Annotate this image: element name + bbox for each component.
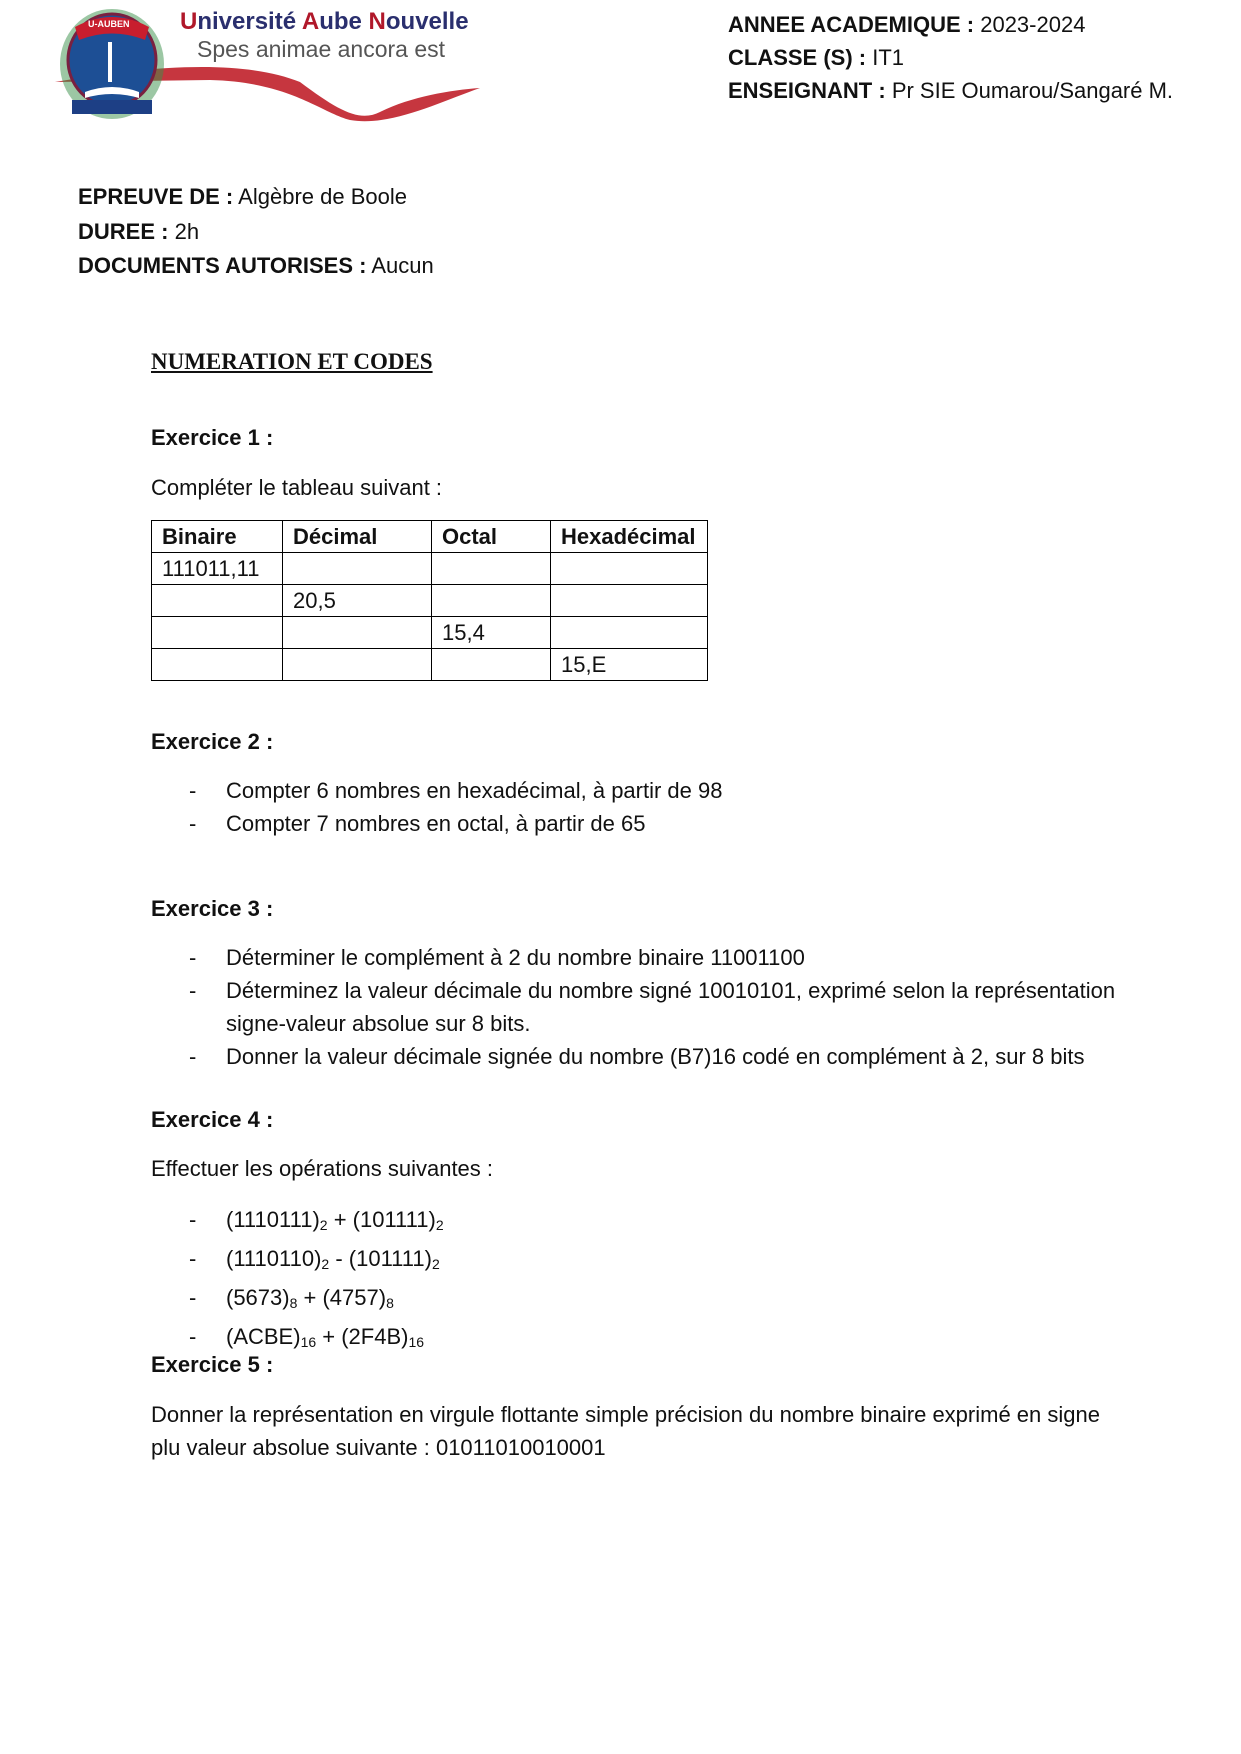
exam-duration: DUREE : 2h [78,219,200,244]
column-header: Binaire [152,521,283,553]
list-item: - Compter 6 nombres en hexadécimal, à partir de 98 [151,774,722,807]
table-cell [283,617,432,649]
table-cell [152,585,283,617]
column-header: Décimal [283,521,432,553]
column-header: Octal [432,521,551,553]
academic-year: ANNEE ACADEMIQUE : 2023-2024 [728,12,1086,37]
table-cell [432,553,551,585]
list-item: - Déterminer le complément à 2 du nombre binaire 11001100 [151,941,1115,974]
list-item: - Compter 7 nombres en octal, à partir de 65 [151,807,722,840]
class: CLASSE (S) : IT1 [728,45,905,70]
operation-item: - $(5673)_8 + (4757)_8$ [151,1281,444,1320]
table-cell [152,649,283,681]
university-motto: Spes animae ancora est [197,36,446,62]
university-name: Université Aube Nouvelle [180,8,469,35]
table-cell [551,585,708,617]
allowed-documents: DOCUMENTS AUTORISES : Aucun [78,253,434,278]
table-cell [283,649,432,681]
exam-subject: EPREUVE DE : Algèbre de Boole [78,184,407,209]
operation-item: - $(1110111)_2 + (101111)_2$ [151,1203,444,1242]
exercise-4-list [151,1203,444,1359]
exercise-2-title: Exercice 2 : [151,729,274,754]
exercise-1-title: Exercice 1 : [151,425,274,450]
table-row [152,649,708,681]
section-title: NUMERATION ET CODES [151,349,433,374]
table-cell [551,553,708,585]
exercise-2-list [151,774,722,840]
exercise-4-intro: Effectuer les opérations suivantes : [151,1156,494,1181]
exercise-1-intro: Compléter le tableau suivant : [151,475,443,500]
list-item: - Déterminez la valeur décimale du nombre signé 10010101, exprimé selon la représentation [151,974,1115,1007]
seal-text: U-AUBEN [88,19,130,29]
table-cell [432,585,551,617]
exercise-5-text-line1: Donner la représentation en virgule flottante simple précision du nombre binaire exprimé en signe [151,1402,1100,1427]
exercise-5-title: Exercice 5 : [151,1352,274,1377]
table-cell: 111011,11 [152,553,283,585]
teacher: ENSEIGNANT : Pr SIE Oumarou/Sangaré M. [728,78,1174,103]
university-logo [50,2,490,127]
table-cell [551,617,708,649]
table-row [152,585,708,617]
column-header: Hexadécimal [551,521,708,553]
table-cell [432,649,551,681]
table-cell: 20,5 [283,585,432,617]
exercise-4-title: Exercice 4 : [151,1107,274,1132]
operation-item: - $(ACBE)_{16} + (2F4B)_{16}$ [151,1320,444,1359]
table-header-row [152,521,708,553]
list-item-continuation: signe-valeur absolue sur 8 bits. [226,1011,531,1036]
exercise-3-list [151,941,1115,1073]
table-row [152,617,708,649]
table-cell [152,617,283,649]
exercise-3-title: Exercice 3 : [151,896,274,921]
table-cell: 15,E [551,649,708,681]
table-cell [283,553,432,585]
list-item: - Donner la valeur décimale signée du nombre (B7)16 codé en complément à 2, sur 8 bits [151,1040,1115,1073]
exercise-5-text-line2: plu valeur absolue suivante : 01011010010001 [151,1435,606,1460]
table-row [152,553,708,585]
operation-item: - $(1110110)_2 - (101111)_2$ [151,1242,444,1281]
conversion-table [151,520,708,681]
table-cell: 15,4 [432,617,551,649]
